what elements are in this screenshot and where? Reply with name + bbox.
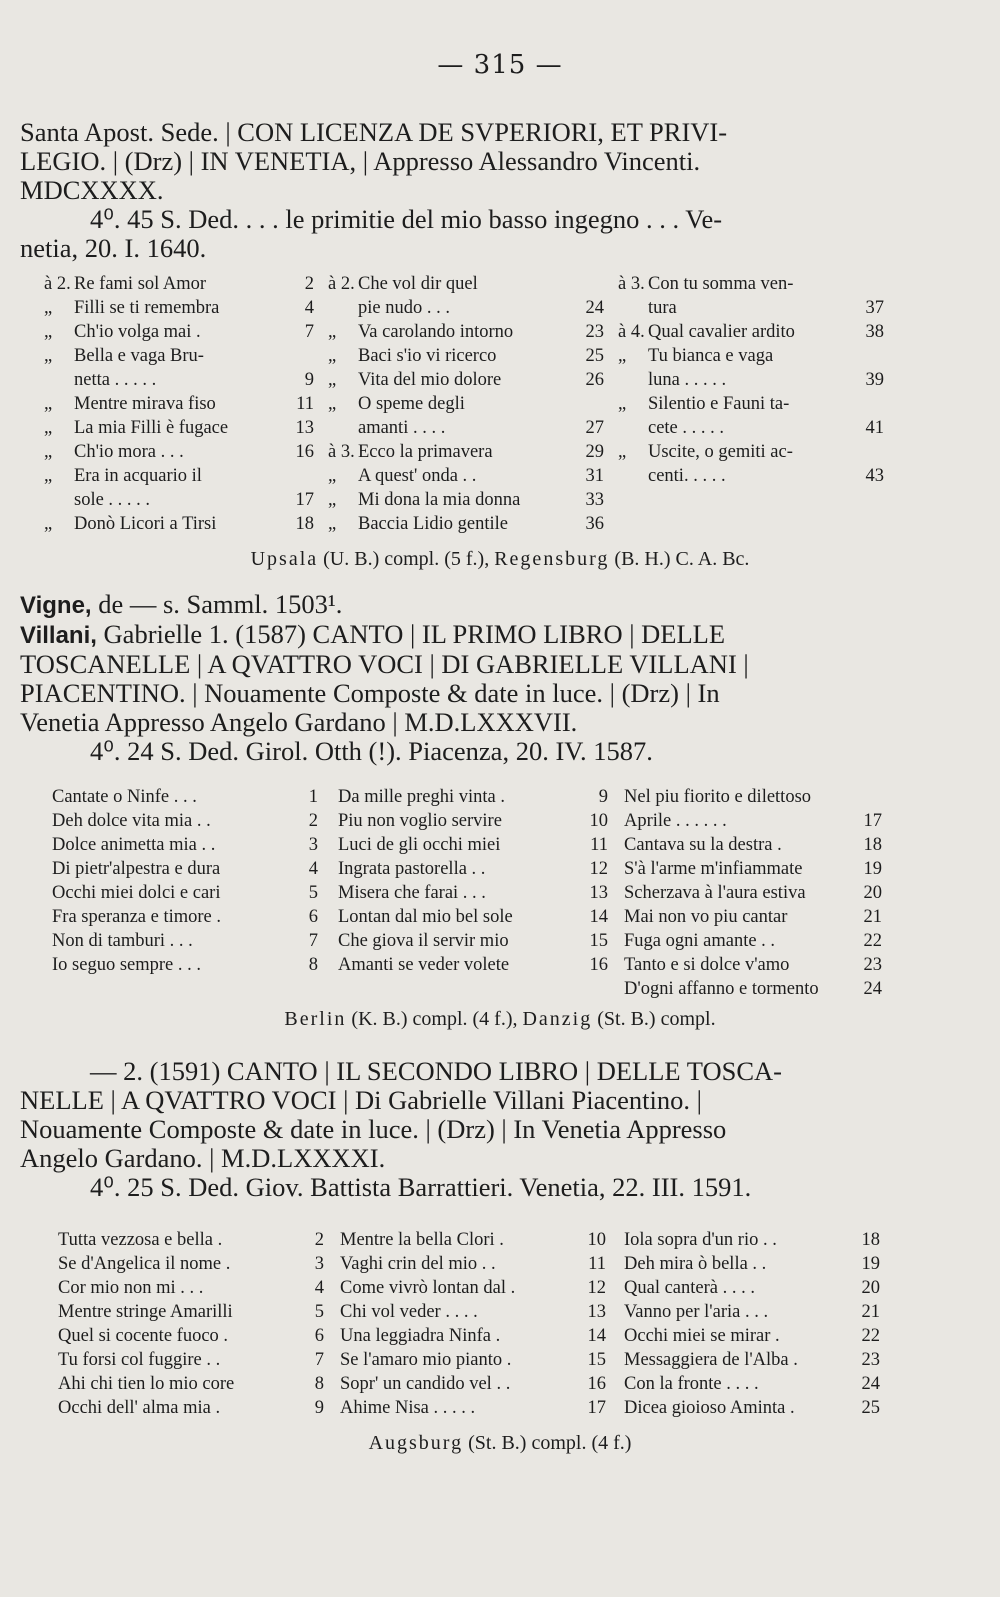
toc-entry: Se d'Angelica il nome . 3 <box>58 1254 324 1274</box>
text-line: 4⁰. 24 S. Ded. Girol. Otth (!). Piacenza, 20. IV. 1587. <box>90 737 653 766</box>
toc-entry: „ Ch'io mora . . . 16 <box>44 442 314 462</box>
toc-entry: „ Mentre mirava fiso 11 <box>44 394 314 414</box>
toc-column <box>58 1228 324 1420</box>
toc-entry: netta . . . . . 9 <box>74 370 314 390</box>
toc-entry: Iola sopra d'un rio . . 18 <box>624 1230 880 1250</box>
villani2-text <box>20 1057 888 1202</box>
toc-entry: Scherzava à l'aura estiva 20 <box>624 883 882 903</box>
toc-entry: „ Mi dona la mia donna 33 <box>328 490 604 510</box>
toc-entry: Qual canterà . . . . 20 <box>624 1278 880 1298</box>
toc-entry: „ A quest' onda . . 31 <box>328 466 604 486</box>
toc-entry: „ Era in acquario il <box>44 466 202 486</box>
text-line: PIACENTINO. | Nouamente Composte & date in luce. | (Drz) | In <box>20 679 720 708</box>
toc-entry: „ Donò Licori a Tirsi 18 <box>44 514 314 534</box>
toc-entry: S'à l'arme m'infiammate 19 <box>624 859 882 879</box>
toc-entry: „ Baci s'io vi ricerco 25 <box>328 346 604 366</box>
entry1-text <box>20 118 888 263</box>
toc-entry: sole . . . . . 17 <box>74 490 314 510</box>
toc-entry: „ Bella e vaga Bru- <box>44 346 204 366</box>
toc-column <box>52 785 318 977</box>
toc-entry: Chi vol veder . . . . 13 <box>340 1302 606 1322</box>
toc-entry: Lontan dal mio bel sole 14 <box>338 907 608 927</box>
toc-entry: Occhi dell' alma mia . 9 <box>58 1398 324 1418</box>
text-line: Angelo Gardano. | M.D.LXXXXI. <box>20 1144 386 1173</box>
toc-entry: luna . . . . . 39 <box>648 370 884 390</box>
toc-entry: „ Silentio e Fauni ta- <box>618 394 790 414</box>
toc-entry: centi. . . . . 43 <box>648 466 884 486</box>
page-number: — 315 — <box>437 50 563 80</box>
toc-entry: à 2. Re fami sol Amor 2 <box>44 274 314 294</box>
toc-entry: D'ogni affanno e tormento 24 <box>624 979 882 999</box>
text-line: netia, 20. I. 1640. <box>20 234 207 263</box>
toc-entry: Di pietr'alpestra e dura 4 <box>52 859 318 879</box>
toc-entry: Da mille preghi vinta . 9 <box>338 787 608 807</box>
toc-entry: Tanto e si dolce v'amo 23 <box>624 955 882 975</box>
toc-column <box>618 272 884 488</box>
toc-entry: Amanti se veder volete 16 <box>338 955 608 975</box>
toc-entry: Sopr' un candido vel . . 16 <box>340 1374 606 1394</box>
toc-entry: „ Vita del mio dolore 26 <box>328 370 604 390</box>
toc-entry: Fra speranza e timore . 6 <box>52 907 318 927</box>
toc-entry: Come vivrò lontan dal . 12 <box>340 1278 606 1298</box>
toc-entry: „ Filli se ti remembra 4 <box>44 298 314 318</box>
toc-entry: tura 37 <box>648 298 884 318</box>
toc-entry: „ Ch'io volga mai . 7 <box>44 322 314 342</box>
toc-entry: à 3. Con tu somma ven- <box>618 274 794 294</box>
text-line: 4⁰. 25 S. Ded. Giov. Battista Barrattieri. Venetia, 22. III. 1591. <box>90 1173 752 1202</box>
toc-column <box>340 1228 606 1420</box>
toc-entry: „ O speme degli <box>328 394 465 414</box>
toc-column <box>328 272 604 536</box>
toc-entry: amanti . . . . 27 <box>358 418 604 438</box>
toc-entry: Quel si cocente fuoco . 6 <box>58 1326 324 1346</box>
toc-entry: Tutta vezzosa e bella . 2 <box>58 1230 324 1250</box>
toc-entry: Che giova il servir mio 15 <box>338 931 608 951</box>
toc-entry: Deh mira ò bella . . 19 <box>624 1254 880 1274</box>
toc-entry: à 4. Qual cavalier ardito 38 <box>618 322 884 342</box>
toc-entry: Ahime Nisa . . . . . 17 <box>340 1398 606 1418</box>
toc-entry: Misera che farai . . . 13 <box>338 883 608 903</box>
toc-entry: Occhi miei se mirar . 22 <box>624 1326 880 1346</box>
toc-column <box>624 1228 880 1420</box>
toc-entry: Mentre la bella Clori . 10 <box>340 1230 606 1250</box>
toc-entry: à 2. Che vol dir quel <box>328 274 478 294</box>
text-line: Villani, Gabrielle 1. (1587) CANTO | IL PRIMO LIBRO | DELLE <box>20 620 726 649</box>
toc-entry: Messaggiera de l'Alba . 23 <box>624 1350 880 1370</box>
text-line: NELLE | A QVATTRO VOCI | Di Gabrielle Villani Piacentino. | <box>20 1086 702 1115</box>
text-line: MDCXXXX. <box>20 176 164 205</box>
text-line: 4⁰. 45 S. Ded. . . . le primitie del mio basso ingegno . . . Ve- <box>90 205 723 234</box>
toc-entry: Mentre stringe Amarilli 5 <box>58 1302 324 1322</box>
entry1-contents <box>44 272 884 542</box>
toc-entry: Con la fronte . . . . 24 <box>624 1374 880 1394</box>
text-line: — 2. (1591) CANTO | IL SECONDO LIBRO | DELLE TOSCA- <box>90 1057 782 1086</box>
toc-column <box>338 785 608 977</box>
toc-entry: Mai non vo piu cantar 21 <box>624 907 882 927</box>
text-line: Nouamente Composte & date in luce. | (Drz) | In Venetia Appresso <box>20 1115 727 1144</box>
toc-entry: „ Uscite, o gemiti ac- <box>618 442 793 462</box>
text-line: Santa Apost. Sede. | CON LICENZA DE SVPERIORI, ET PRIVI- <box>20 118 728 147</box>
toc-entry: Cantate o Ninfe . . . 1 <box>52 787 318 807</box>
villani1-contents <box>52 785 882 1005</box>
villani2-contents <box>58 1228 880 1428</box>
villani1-text <box>20 590 888 766</box>
toc-entry: „ Baccia Lidio gentile 36 <box>328 514 604 534</box>
toc-entry: Dolce animetta mia . . 3 <box>52 835 318 855</box>
text-line: Venetia Appresso Angelo Gardano | M.D.LXXXVII. <box>20 708 578 737</box>
toc-entry: Ahi chi tien lo mio core 8 <box>58 1374 324 1394</box>
toc-entry: „ Tu bianca e vaga <box>618 346 774 366</box>
toc-entry: Dicea gioioso Aminta . 25 <box>624 1398 880 1418</box>
toc-entry: Non di tamburi . . . 7 <box>52 931 318 951</box>
toc-entry: Cor mio non mi . . . 4 <box>58 1278 324 1298</box>
toc-entry: Una leggiadra Ninfa . 14 <box>340 1326 606 1346</box>
text-line: Vigne, de — s. Samml. 1503¹. <box>20 590 343 619</box>
toc-entry: Cantava su la destra . 18 <box>624 835 882 855</box>
text-line: LEGIO. | (Drz) | IN VENETIA, | Appresso Alessandro Vincenti. <box>20 147 701 176</box>
toc-entry: Occhi miei dolci e cari 5 <box>52 883 318 903</box>
toc-entry: à 3. Ecco la primavera 29 <box>328 442 604 462</box>
toc-entry: Vanno per l'aria . . . 21 <box>624 1302 880 1322</box>
toc-entry: pie nudo . . . 24 <box>358 298 604 318</box>
library-holdings: Upsala (U. B.) compl. (5 f.), Regensburg (B. H.) C. A. Bc. <box>250 548 750 570</box>
toc-entry: Se l'amaro mio pianto . 15 <box>340 1350 606 1370</box>
toc-entry: Aprile . . . . . . 17 <box>624 811 882 831</box>
toc-entry: Piu non voglio servire 10 <box>338 811 608 831</box>
toc-column <box>44 272 314 536</box>
toc-entry: Nel piu fiorito e dilettoso <box>624 787 812 807</box>
library-holdings: Augsburg (St. B.) compl. (4 f.) <box>368 1432 632 1454</box>
toc-entry: Ingrata pastorella . . 12 <box>338 859 608 879</box>
toc-entry: Deh dolce vita mia . . 2 <box>52 811 318 831</box>
toc-entry: „ Va carolando intorno 23 <box>328 322 604 342</box>
toc-entry: Fuga ogni amante . . 22 <box>624 931 882 951</box>
toc-entry: cete . . . . . 41 <box>648 418 884 438</box>
toc-entry: Luci de gli occhi miei 11 <box>338 835 608 855</box>
toc-entry: Io seguo sempre . . . 8 <box>52 955 318 975</box>
text-line: TOSCANELLE | A QVATTRO VOCI | DI GABRIELLE VILLANI | <box>20 650 749 679</box>
toc-entry: Tu forsi col fuggire . . 7 <box>58 1350 324 1370</box>
library-holdings: Berlin (K. B.) compl. (4 f.), Danzig (St. B.) compl. <box>284 1008 716 1030</box>
toc-column <box>624 785 882 1001</box>
toc-entry: „ La mia Filli è fugace 13 <box>44 418 314 438</box>
toc-entry: Vaghi crin del mio . . 11 <box>340 1254 606 1274</box>
